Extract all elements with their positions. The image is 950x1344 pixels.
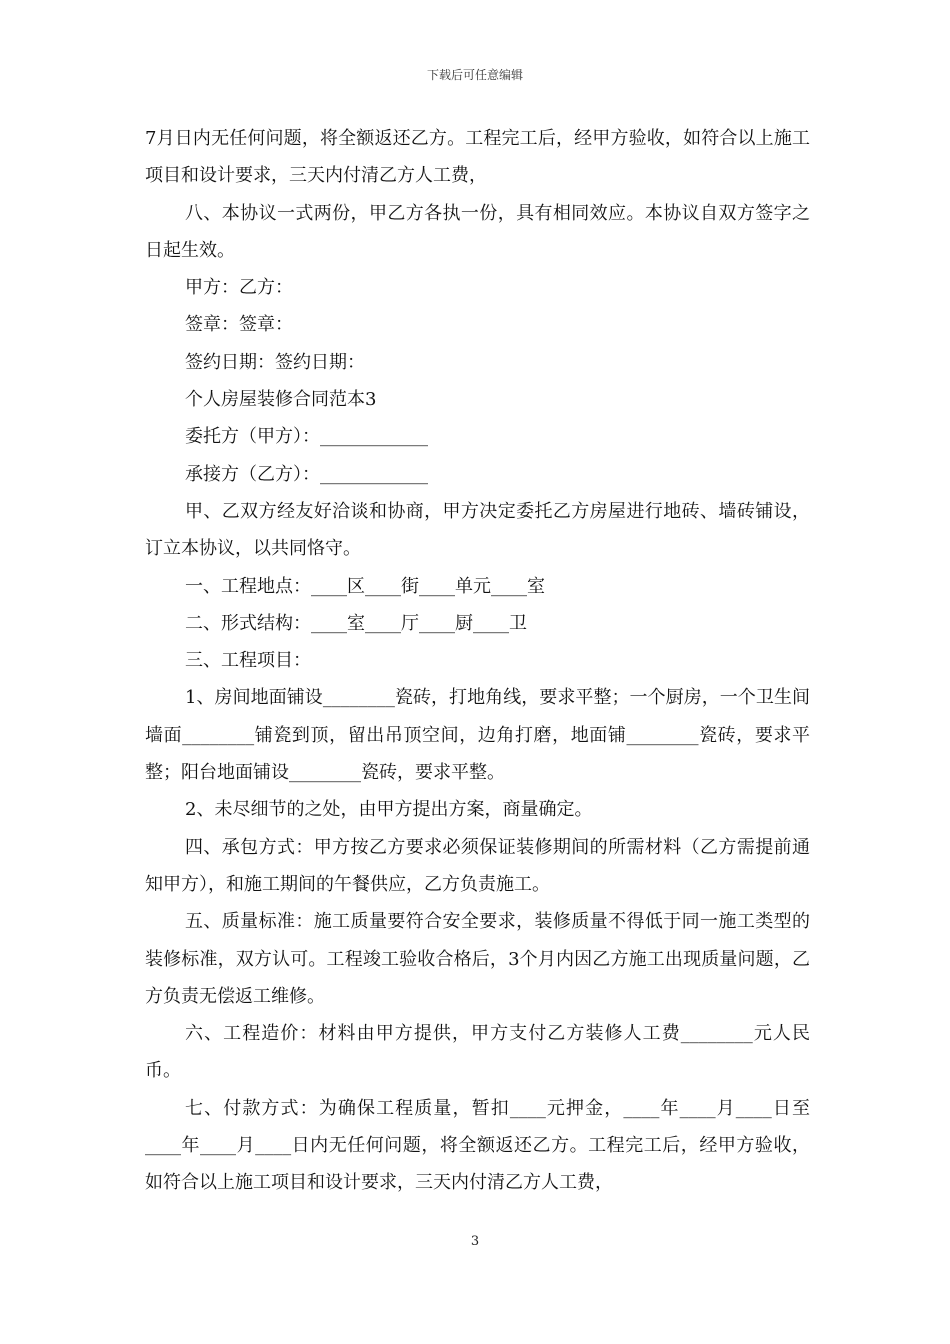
clause-item-2: 2、未尽细节的之处，由甲方提出方案，商量确定。 [185,799,593,821]
paragraph: 7月日内无任何问题，将全额返还乙方。工程完工后，经甲方验收，如符合以上施工项目和设计要求，三天内付清乙方人工费， [145,128,810,187]
signature-seal-line: 签章：签章： [185,314,293,336]
party-a-line: 委托方（甲方）：____________ [185,426,428,448]
signature-party-line: 甲方：乙方： [185,277,293,299]
clause-structure: 二、形式结构：____室____厅____厨____卫 [185,612,527,634]
clause-cost: 六、工程造价：材料由甲方提供，甲方支付乙方装修人工费________元人民币。 [145,1023,810,1082]
section-title: 个人房屋装修合同范本3 [185,389,377,411]
paragraph: 八、本协议一式两份，甲乙方各执一份，具有相同效应。本协议自双方签字之日起生效。 [145,202,810,261]
paragraph: 甲、乙双方经友好洽谈和协商，甲方决定委托乙方房屋进行地砖、墙砖铺设，订立本协议，以共同恪守。 [145,500,810,560]
clause-payment: 七、付款方式：为确保工程质量，暂扣____元押金，____年____月____日至____年____月____日内无任何问题，将全额返还乙方。工程完工后，经甲方验收，如符合以上施工项目和设计要求，三天内付清乙方人工费， [145,1097,810,1194]
clause-location: 一、工程地点：____区____街____单元____室 [185,575,545,597]
signature-date-line: 签约日期：签约日期： [185,351,365,373]
clause-contracting: 四、承包方式：甲方按乙方要求必须保证装修期间的所需材料（乙方需提前通知甲方），和施工期间的午餐供应，乙方负责施工。 [145,836,810,895]
clause-item-1: 1、房间地面铺设________瓷砖，打地角线，要求平整；一个厨房，一个卫生间墙面________铺瓷到顶，留出吊顶空间，边角打磨，地面铺________瓷砖，要求平整；阳台地面铺设________瓷砖，要求平整。 [145,687,810,784]
clause-quality: 五、质量标准：施工质量要符合安全要求，装修质量不得低于同一施工类型的装修标准，双方认可。工程竣工验收合格后，3个月内因乙方施工出现质量问题，乙方负责无偿返工维修。 [145,911,810,1007]
page-number: 3 [470,1234,480,1249]
document-body [145,120,810,1202]
clause-project: 三、工程项目： [185,650,311,672]
page-header: 下载后可任意编辑 [426,68,523,82]
party-b-line: 承接方（乙方）：____________ [185,463,428,485]
